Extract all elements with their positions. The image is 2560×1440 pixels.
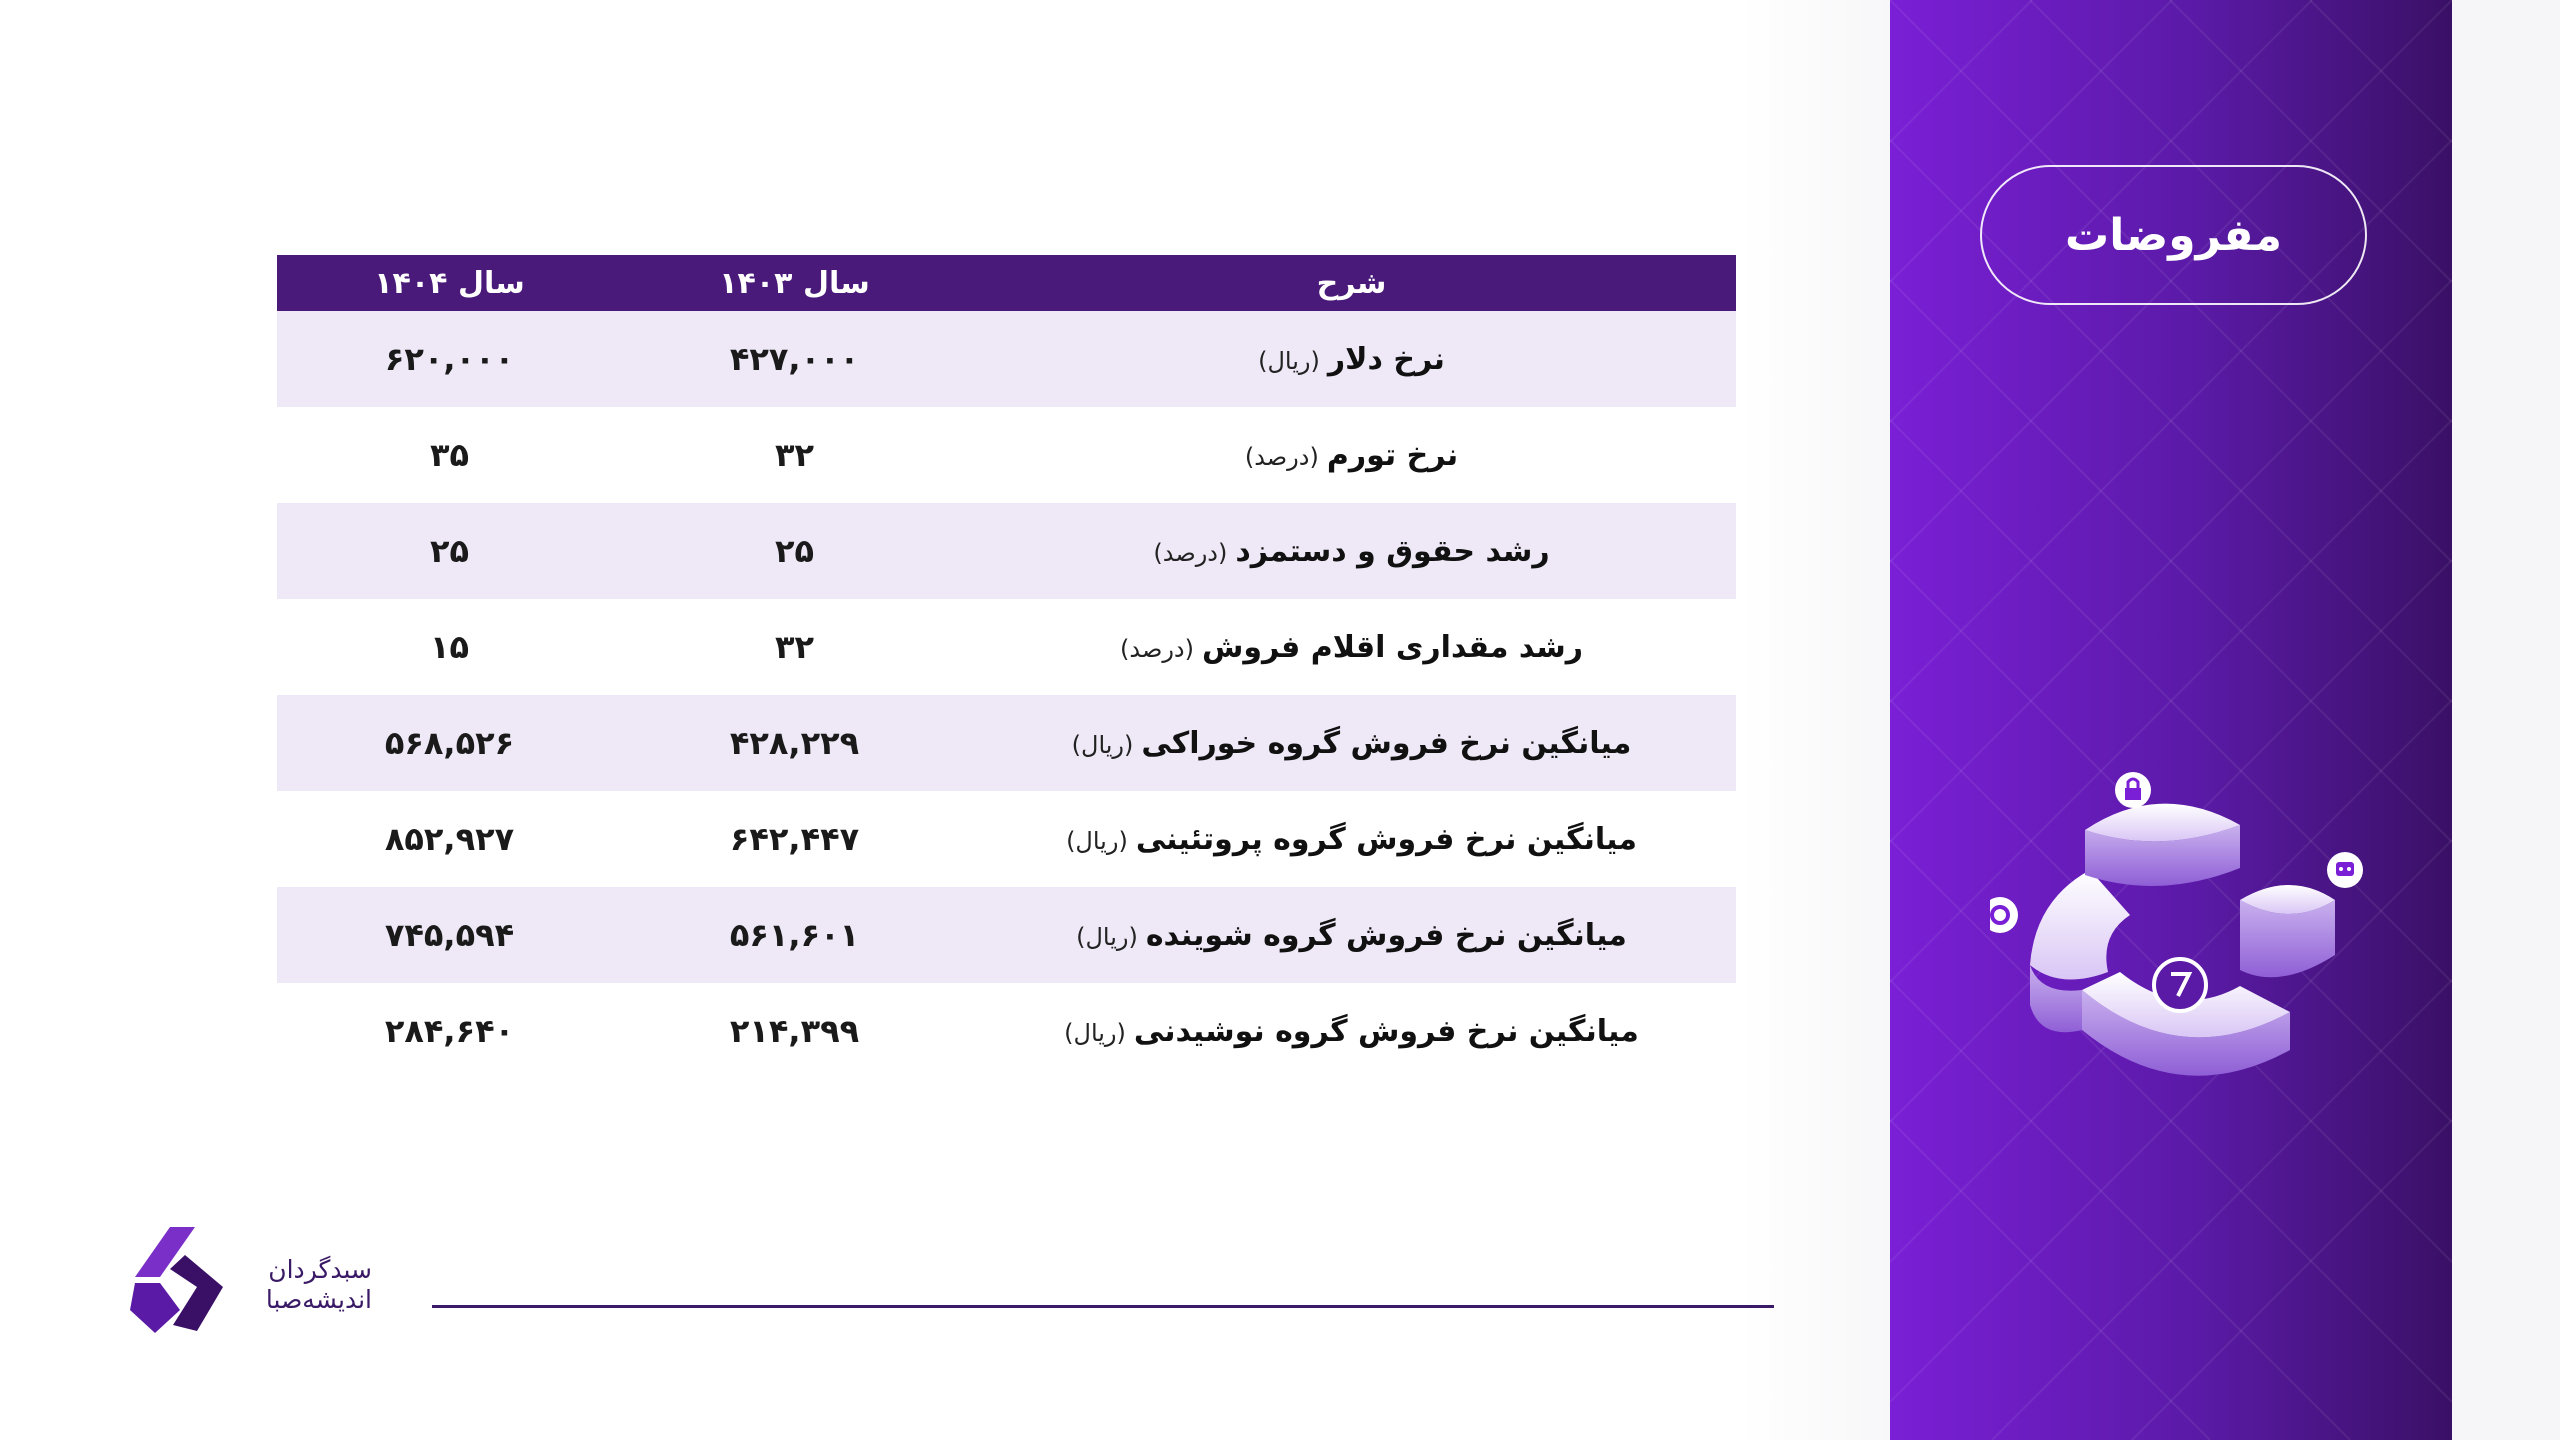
header-year-1404: سال ۱۴۰۴ (374, 265, 525, 301)
cell-year-1404: ۲۸۴,۶۴۰ (384, 1012, 515, 1050)
cell-year-1404: ۱۵ (429, 628, 470, 666)
description-unit: (درصد) (1119, 634, 1194, 663)
description-unit: (ریال) (1258, 346, 1320, 375)
description-text: نرخ تورم (1326, 437, 1459, 473)
cell-year-1403: ۴۲۷,۰۰۰ (729, 340, 860, 378)
section-title-pill (1980, 165, 2367, 305)
header-year-1403: سال ۱۴۰۳ (719, 265, 870, 301)
cell-year-1404: ۸۵۲,۹۲۷ (384, 820, 515, 858)
panel-shadow (1740, 0, 1890, 1440)
description-text: نرخ دلار (1327, 341, 1445, 377)
cell-year-1404: ۶۲۰,۰۰۰ (384, 340, 515, 378)
table-row (277, 791, 1736, 887)
company-logo-icon (125, 1225, 225, 1335)
logo-line-2: اندیشه‌صبا (265, 1285, 372, 1314)
cell-year-1403: ۲۱۴,۳۹۹ (729, 1012, 860, 1050)
section-title: مفروضات (2065, 209, 2282, 261)
company-logo-text (232, 1255, 372, 1315)
table-row (277, 503, 1736, 599)
right-edge-strip (2452, 0, 2560, 1440)
cell-year-1403: ۲۵ (774, 532, 815, 570)
cell-description (967, 342, 1736, 377)
description-text: رشد حقوق و دستمزد (1235, 533, 1550, 569)
pie-segment-right (2240, 885, 2335, 977)
cell-description (967, 918, 1736, 953)
brain-icon (2154, 959, 2206, 1011)
cell-description (967, 822, 1736, 857)
cell-year-1404: ۳۵ (429, 436, 470, 474)
description-text: میانگین نرخ فروش گروه پروتئینی (1135, 821, 1637, 857)
table-row (277, 311, 1736, 407)
table-row (277, 887, 1736, 983)
description-text: میانگین نرخ فروش گروه خوراکی (1141, 725, 1632, 761)
cell-year-1403: ۶۴۲,۴۴۷ (729, 820, 860, 858)
table-row (277, 599, 1736, 695)
table-row (277, 695, 1736, 791)
cell-description (967, 1014, 1736, 1049)
assumptions-table (277, 255, 1736, 1079)
lock-icon (2115, 772, 2151, 808)
robot-icon (2327, 852, 2363, 888)
cell-year-1403: ۳۲ (774, 628, 815, 666)
description-text: میانگین نرخ فروش گروه شوینده (1145, 917, 1627, 953)
footer-divider (432, 1305, 1774, 1308)
cell-year-1404: ۷۴۵,۵۹۴ (384, 916, 515, 954)
cell-description (967, 534, 1736, 569)
gear-icon (1990, 897, 2018, 933)
table-row (277, 983, 1736, 1079)
description-unit: (درصد) (1244, 442, 1319, 471)
header-description: شرح (1316, 265, 1387, 301)
table-row (277, 407, 1736, 503)
cell-description (967, 630, 1736, 665)
cell-year-1404: ۵۶۸,۵۲۶ (384, 724, 515, 762)
description-unit: (درصد) (1153, 538, 1228, 567)
cell-year-1403: ۴۲۸,۲۲۹ (729, 724, 860, 762)
description-unit: (ریال) (1064, 1018, 1126, 1047)
cell-year-1404: ۲۵ (429, 532, 470, 570)
cell-description (967, 726, 1736, 761)
cell-year-1403: ۵۶۱,۶۰۱ (729, 916, 860, 954)
logo-line-1: سبدگردان (268, 1255, 372, 1284)
table-header-row (277, 255, 1736, 311)
description-unit: (ریال) (1066, 826, 1128, 855)
description-unit: (ریال) (1076, 922, 1138, 951)
description-text: رشد مقداری اقلام فروش (1201, 629, 1583, 665)
description-text: میانگین نرخ فروش گروه نوشیدنی (1133, 1013, 1639, 1049)
description-unit: (ریال) (1071, 730, 1134, 759)
pie-illustration (1990, 750, 2370, 1150)
pie-segment-top (2085, 804, 2240, 886)
cell-year-1403: ۳۲ (774, 436, 815, 474)
cell-description (967, 438, 1736, 473)
